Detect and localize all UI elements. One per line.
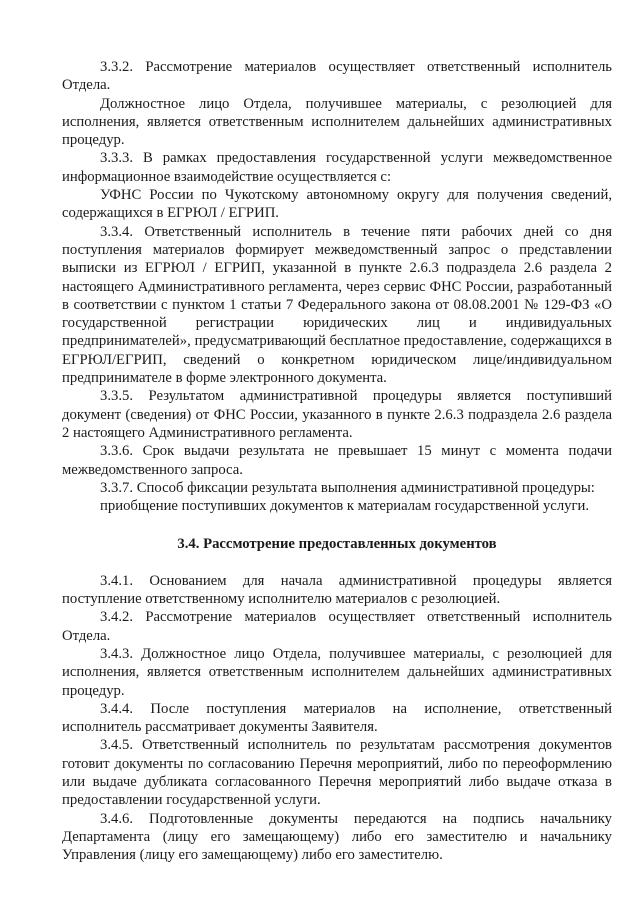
paragraph-3-4-6: 3.4.6. Подготовленные документы передаются на подпись начальнику Департамента (лицу его замещающему) либо его заместителю и начальнику Управления (лицу его замещающему) либо его заместителю.: [62, 810, 612, 864]
section-heading-3-4: 3.4. Рассмотрение предоставленных документов: [177, 536, 497, 553]
paragraph-3-4-2: 3.4.2. Рассмотрение материалов осуществляет ответственный исполнитель Отдела.: [62, 609, 612, 644]
paragraph-3-4-1: 3.4.1. Основанием для начала административной процедуры является поступление ответственному исполнителю материалов с резолюцией.: [62, 572, 612, 608]
paragraph-fixation-method: приобщение поступивших документов к материалам государственной услуги.: [100, 498, 590, 515]
paragraph-ufns: УФНС России по Чукотскому автономному округу для получения сведений, содержащихся в ЕГРЮЛ / ЕГРИП.: [62, 187, 612, 222]
paragraph-3-3-3: 3.3.3. В рамках предоставления государственной услуги межведомственное информационное взаимодействие осуществляется с:: [62, 150, 612, 185]
spacer: [62, 554, 612, 572]
paragraph-3-3-2: 3.3.2. Рассмотрение материалов осуществляет ответственный исполнитель Отдела.: [62, 59, 612, 94]
paragraph-3-3-4: 3.3.4. Ответственный исполнитель в течение пяти рабочих дней со дня поступления материалов формирует межведомственный запрос о представлении выписки из ЕГРЮЛ / ЕГРИП, указанной в пункте 2.6.3 подраздела 2.6 раздела 2 настоящего Административного регламента, через сервис ФНС России, разработанный в соответствии с пунктом 1 статьи 7 Федерального закона от 08.08.2001 № 129-ФЗ «О государственной регистрации юридических лиц и индивидуальных предпринимателей», предусматривающий бесплатное предоставление, содержащихся в ЕГРЮЛ/ЕГРИП, сведений о конкретном юридическом лице/индивидуальном предпринимателе в форме электронного документа.: [62, 223, 612, 387]
paragraph-3-3-7: 3.3.7. Способ фиксации результата выполнения административной процедуры:: [100, 479, 595, 496]
document-page: [62, 58, 612, 864]
paragraph-3-3-5: 3.3.5. Результатом административной процедуры является поступивший документ (сведения) от ФНС России, указанного в пункте 2.6.3 подраздела 2.6 раздела 2 настоящего Административного регламента.: [62, 388, 612, 441]
paragraph-3-4-4: 3.4.4. После поступления материалов на исполнение, ответственный исполнитель рассматривает документы Заявителя.: [62, 700, 612, 736]
paragraph-3-4-3: 3.4.3. Должностное лицо Отдела, получившее материалы, с резолюцией для исполнения, является ответственным исполнителем дальнейших административных процедур.: [62, 645, 612, 699]
paragraph-3-4-5: 3.4.5. Ответственный исполнитель по результатам рассмотрения документов готовит документы по согласованию Перечня мероприятий, либо по переоформлению или выдаче дубликата согласованного Перечня мероприятий либо выдаче отказа в предоставлении государственной услуги.: [62, 737, 612, 809]
spacer: [62, 515, 612, 535]
paragraph-3-3-6: 3.3.6. Срок выдачи результата не превышает 15 минут с момента подачи межведомственного запроса.: [62, 443, 612, 478]
paragraph-responsible-official: Должностное лицо Отдела, получившее материалы, с резолюцией для исполнения, является ответственным исполнителем дальнейших административных процедур.: [62, 95, 612, 149]
